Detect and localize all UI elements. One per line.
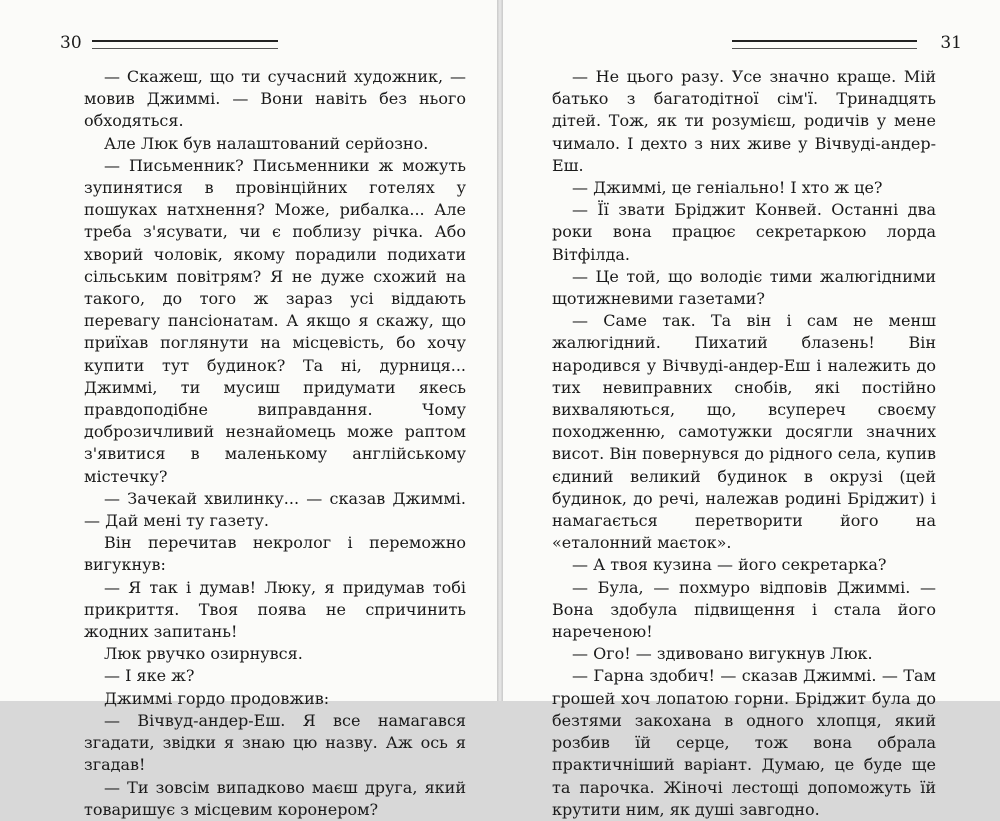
page-number-right: 31	[940, 33, 962, 53]
paragraph: — Саме так. Та він і сам не менш жалюгідний. Пихатий блазень! Він народився у Вічвуді-андер-Еш і належить до тих невиправних снобів, які постійно вихваляються, що, всупереч своєму походженню, самотужки досягли значних висот. Він повернувся до рідного села, купив єдиний великий будинок в окрузі (цей будинок, до речі, належав родині Бріджит) і намагається перетворити його на «еталонний маєток».	[552, 311, 936, 553]
paragraph: — Була, — похмуро відповів Джиммі. — Вона здобула підвищення і стала його нареченою!	[552, 577, 936, 642]
paragraph: — А твоя кузина — його секретарка?	[572, 555, 887, 575]
header-rule-right	[732, 40, 917, 49]
paragraph: — Ого! — здивовано вигукнув Люк.	[572, 644, 873, 664]
paragraph: — Гарна здобич! — сказав Джиммі. — Там грошей хоч лопатою горни. Бріджит була до безтями закохана в одного хлопця, який розбив їй серце, тож вона обрала практичніший варіант. Думаю, це буде ще та парочка. Жіночі лестощі допоможуть їй крутити ним, як душі завгодно.	[552, 666, 936, 819]
paragraph: — Це той, що володіє тими жалюгідними щотижневими газетами?	[552, 266, 936, 309]
paragraph: Він перечитав некролог і переможно вигукнув:	[84, 533, 466, 575]
header-rule-left	[92, 40, 278, 49]
paragraph: — Її звати Бріджит Конвей. Останні два роки вона працює секретаркою лорда Вітфілда.	[552, 200, 936, 264]
paragraph: — Джиммі, це геніально! І хто ж це?	[572, 178, 883, 198]
page-number-left: 30	[60, 33, 82, 53]
paragraph: — Вічвуд-андер-Еш. Я все намагався згадати, звідки я знаю цю назву. Аж ось я згадав!	[84, 710, 466, 775]
paragraph: — Не цього разу. Усе значно краще. Мій батько з багатодітної сім'ї. Тринадцять дітей. Тож, як ти розумієш, родичів у мене чимало. І дехто з них живе у Вічвуді-андер-Еш.	[552, 67, 936, 175]
right-page-text	[552, 66, 936, 821]
paragraph: Джиммі гордо продовжив:	[104, 688, 330, 708]
paragraph: — Скажеш, що ти сучасний художник, — мовив Джиммі. — Вони навіть без нього обходяться.	[84, 67, 466, 131]
paragraph: Люк рвучко озирнувся.	[104, 644, 303, 664]
right-page	[503, 0, 1000, 819]
paragraph: — Я так і думав! Люку, я придумав тобі прикриття. Твоя поява не спричинить жодних запитань!	[84, 577, 466, 642]
paragraph: Але Люк був налаштований серйозно.	[104, 133, 429, 153]
paragraph: — Ти зовсім випадково маєш друга, який товаришує з місцевим коронером?	[84, 777, 466, 819]
paragraph: — Письменник? Письменники ж можуть зупинятися в провінційних готелях у пошуках натхнення? Може, рибалка... Але треба з'ясувати, чи є поблизу річка. Або хворий чоловік, якому порадили подихати сільським повітрям? Я не дуже схожий на такого, до того ж зараз усі віддають перевагу пансіонатам. А якщо я скажу, що приїхав поглянути на місцевість, бо хочу купити тут будинок? Та ні, дурниця... Джиммі, ти мусиш придумати якесь правдоподібне виправдання. Чому доброзичливий незнайомець може раптом з'явитися в маленькому англійському містечку?	[84, 155, 466, 486]
paragraph: — Зачекай хвилинку... — сказав Джиммі. — Дай мені ту газету.	[84, 488, 466, 531]
paragraph: — І яке ж?	[104, 666, 195, 686]
left-page-text	[84, 66, 466, 821]
left-page	[0, 0, 497, 819]
